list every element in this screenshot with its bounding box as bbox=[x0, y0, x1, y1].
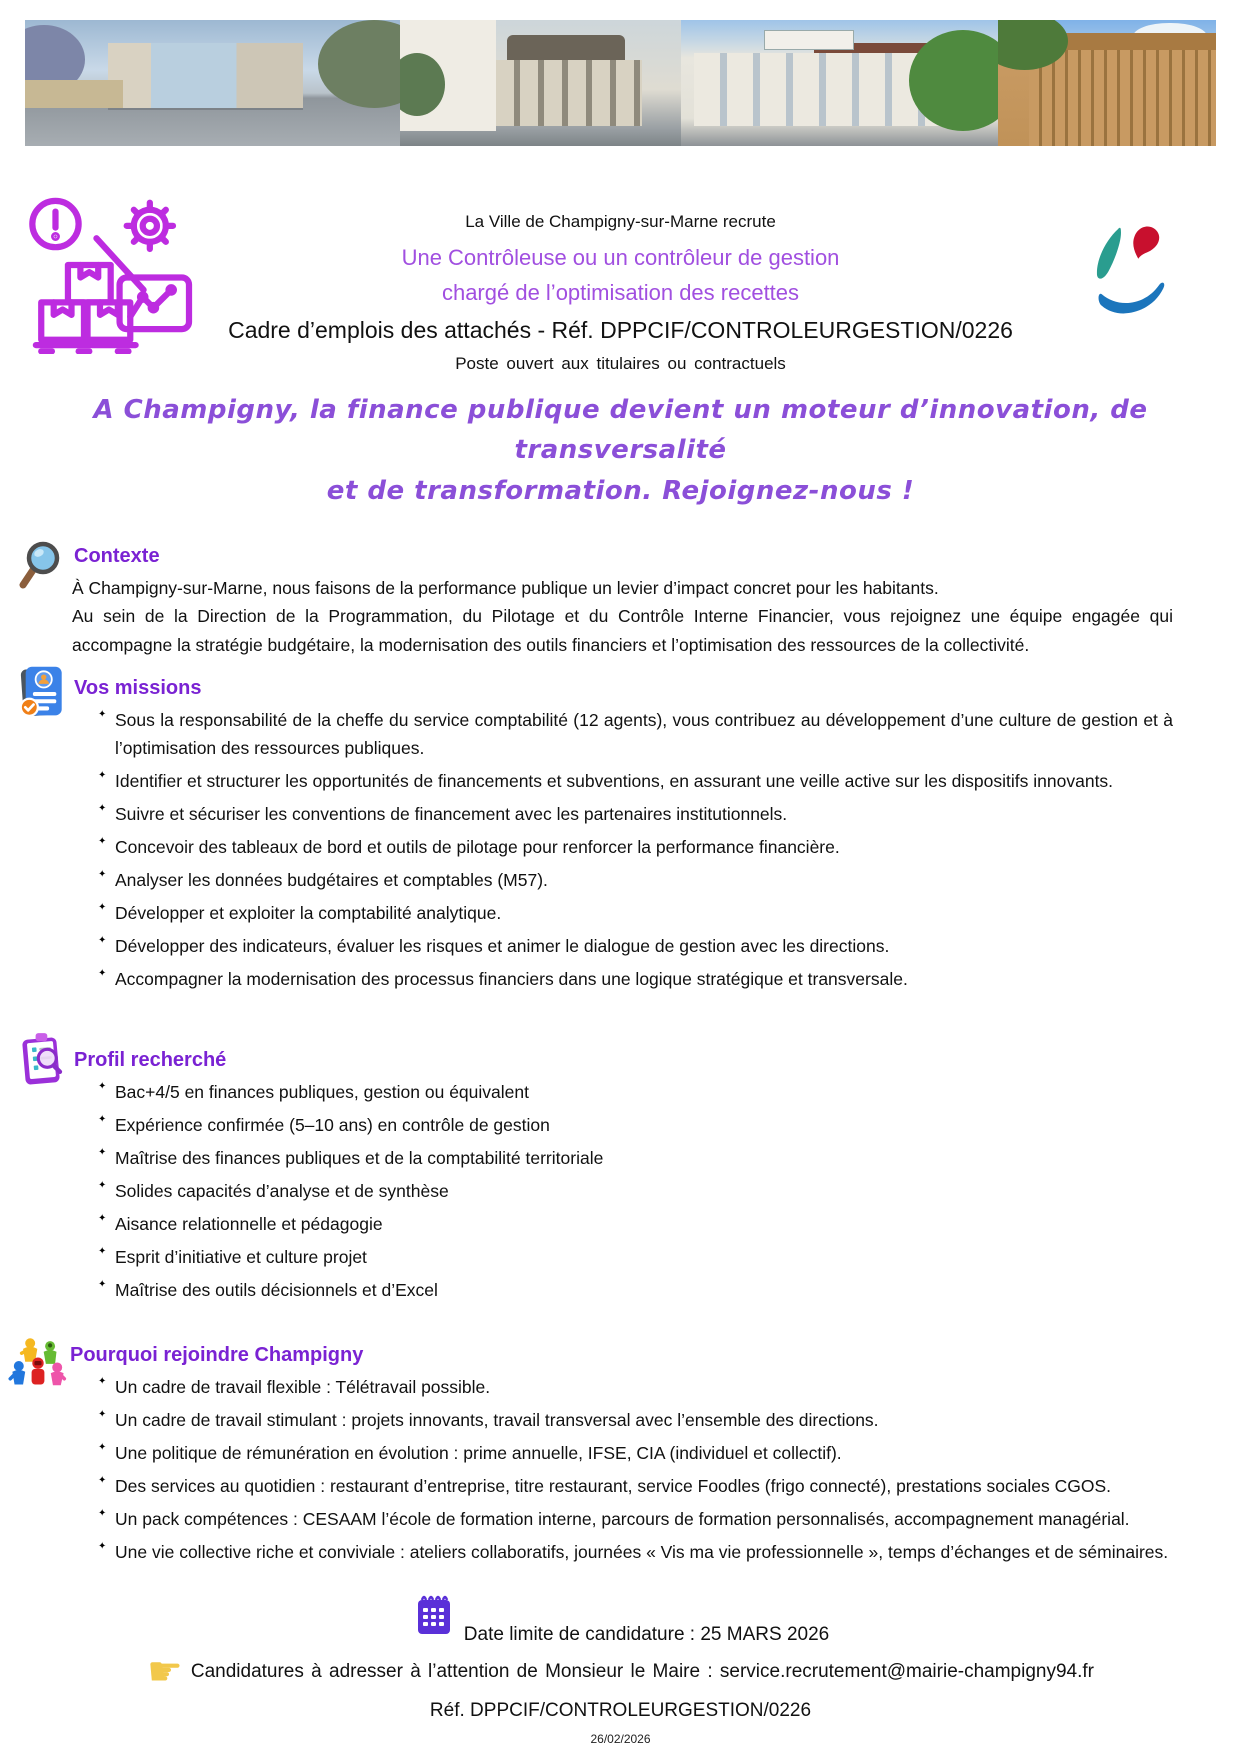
mission-item: ✦ Accompagner la modernisation des processus financiers dans une logique stratégique et transversale. bbox=[98, 965, 1173, 993]
calendar-icon bbox=[412, 1592, 456, 1646]
mission-item: ✦ Identifier et structurer les opportunités de financements et subventions, en assurant une veille active sur les dispositifs innovants. bbox=[98, 767, 1173, 795]
building-shape bbox=[108, 43, 303, 109]
section-profil bbox=[72, 1049, 1173, 1304]
mission-item: ✦ Développer et exploiter la comptabilité analytique. bbox=[98, 899, 1173, 927]
profil-clipboard-icon bbox=[14, 1029, 68, 1098]
contact-text: Candidatures à adresser à l’attention de Monsieur le Maire : service.recrutement@mairie-champigny94.fr bbox=[190, 1660, 1094, 1682]
tagline-line2: et de transformation. Rejoignez-nous ! bbox=[326, 475, 915, 506]
missions-document-icon bbox=[14, 661, 68, 728]
recruiter-line: La Ville de Champigny-sur-Marne recrute bbox=[465, 212, 776, 231]
profil-item: ✦ Aisance relationnelle et pédagogie bbox=[98, 1210, 1173, 1238]
facade-shape bbox=[1029, 50, 1216, 146]
tagline-line1: A Champigny, la finance publique devient un moteur d’innovation, de transversalité bbox=[93, 395, 1148, 466]
section-pourquoi bbox=[72, 1344, 1173, 1566]
pourquoi-item: ✦ Un cadre de travail stimulant : projets innovants, travail transversal avec l’ensemble des directions. bbox=[98, 1406, 1173, 1434]
profil-item: ✦ Solides capacités d’analyse et de synthèse bbox=[98, 1177, 1173, 1205]
publication-date: 26/02/2026 bbox=[590, 1731, 651, 1746]
profil-item: ✦ Bac+4/5 en finances publiques, gestion ou équivalent bbox=[98, 1078, 1173, 1106]
job-title-line1: Une Contrôleuse ou un contrôleur de gestion bbox=[401, 245, 840, 270]
banner-photo-modern-center bbox=[25, 20, 400, 146]
section-title-profil: Profil recherché bbox=[74, 1048, 227, 1071]
section-contexte bbox=[72, 545, 1173, 659]
magnifier-icon bbox=[16, 537, 66, 598]
pourquoi-item: ✦ Un pack compétences : CESAAM l’école de formation interne, parcours de formation personnalisés, accompagnement managérial. bbox=[98, 1505, 1173, 1533]
pourquoi-item: ✦ Une vie collective riche et conviviale : ateliers collaboratifs, journées « Vis ma vie professionnelle », temps d’échanges et de séminaires. bbox=[98, 1538, 1173, 1566]
tree-shape bbox=[318, 20, 401, 108]
profil-item: ✦ Maîtrise des finances publiques et de la comptabilité territoriale bbox=[98, 1144, 1173, 1172]
banner-photo-hotel-de-ville bbox=[681, 20, 998, 146]
pourquoi-item: ✦ Un cadre de travail flexible : Télétravail possible. bbox=[98, 1373, 1173, 1401]
banner-photo-timber-building bbox=[998, 20, 1216, 146]
facade-shape bbox=[496, 60, 642, 126]
pointing-hand-icon: ☛ bbox=[147, 1648, 183, 1695]
profil-item: ✦ Expérience confirmée (5–10 ans) en contrôle de gestion bbox=[98, 1111, 1173, 1139]
person-green bbox=[44, 1341, 57, 1364]
roof-shape bbox=[507, 35, 625, 63]
building-shape bbox=[25, 80, 123, 108]
deadline-text: Date limite de candidature : 25 MARS 2026 bbox=[463, 1623, 830, 1645]
pourquoi-item: ✦ Une politique de rémunération en évolution : prime annuelle, IFSE, CIA (individuel et collectif). bbox=[98, 1439, 1173, 1467]
footer bbox=[0, 1592, 1241, 1746]
person-red bbox=[32, 1357, 45, 1384]
section-title-pourquoi: Pourquoi rejoindre Champigny bbox=[70, 1343, 364, 1366]
profil-item: ✦ Esprit d’initiative et culture projet bbox=[98, 1243, 1173, 1271]
missions-list bbox=[72, 706, 1173, 993]
person-pink bbox=[51, 1362, 65, 1385]
deadline-row bbox=[0, 1592, 1241, 1646]
mission-item: ✦ Concevoir des tableaux de bord et outils de pilotage pour renforcer la performance financière. bbox=[98, 833, 1173, 861]
cadre-reference-line: Cadre d’emplois des attachés - Réf. DPPCIF/CONTROLEURGESTION/0226 bbox=[228, 317, 1013, 343]
mission-item: ✦ Suivre et sécuriser les conventions de financement avec les partenaires institutionnels. bbox=[98, 800, 1173, 828]
section-missions bbox=[72, 677, 1173, 993]
ville-de-champigny-logo bbox=[1073, 212, 1169, 345]
purple-tagline bbox=[0, 390, 1241, 511]
pourquoi-item: ✦ Des services au quotidien : restaurant d’entreprise, titre restaurant, service Foodles (frigo connecté), prestations sociales CGOS. bbox=[98, 1472, 1173, 1500]
people-group-icon bbox=[6, 1336, 70, 1401]
reference-line: Réf. DPPCIF/CONTROLEURGESTION/0226 bbox=[429, 1699, 812, 1721]
contexte-paragraph-2: Au sein de la Direction de la Programmation, du Pilotage et du Contrôle Interne Financier, vous rejoignez une équipe engagée qui accompagne la stratégie budgétaire, la modernisation des outils financiers et l’optimisation des ressources de la collectivité. bbox=[72, 606, 1173, 655]
banner-photo-classic-building bbox=[400, 20, 681, 146]
pourquoi-list bbox=[72, 1373, 1173, 1566]
section-title-contexte: Contexte bbox=[74, 544, 160, 567]
section-title-missions: Vos missions bbox=[74, 676, 202, 699]
document-body bbox=[0, 545, 1241, 1566]
contact-row bbox=[0, 1648, 1241, 1695]
sign-shape bbox=[764, 30, 855, 50]
person-yellow bbox=[22, 1338, 38, 1361]
contexte-paragraph-1: À Champigny-sur-Marne, nous faisons de la performance publique un levier d’impact concret pour les habitants. bbox=[72, 577, 939, 598]
mission-item: ✦ Développer des indicateurs, évaluer les risques et animer le dialogue de gestion avec les directions. bbox=[98, 932, 1173, 960]
profil-item: ✦ Maîtrise des outils décisionnels et d’Excel bbox=[98, 1276, 1173, 1304]
logistics-analytics-icon bbox=[14, 192, 202, 359]
profil-list bbox=[72, 1078, 1173, 1304]
mission-item: ✦ Analyser les données budgétaires et comptables (M57). bbox=[98, 866, 1173, 894]
job-title-line2: chargé de l’optimisation des recettes bbox=[441, 280, 800, 305]
mission-item: ✦ Sous la responsabilité de la cheffe du service comptabilité (12 agents), vous contribuez au développement d’une culture de gestion et à l’optimisation des ressources publiques. bbox=[98, 706, 1173, 762]
person-blue bbox=[10, 1361, 25, 1384]
photo-banner bbox=[25, 20, 1216, 146]
poste-ouvert-line: Poste ouvert aux titulaires ou contractuels bbox=[455, 354, 786, 373]
